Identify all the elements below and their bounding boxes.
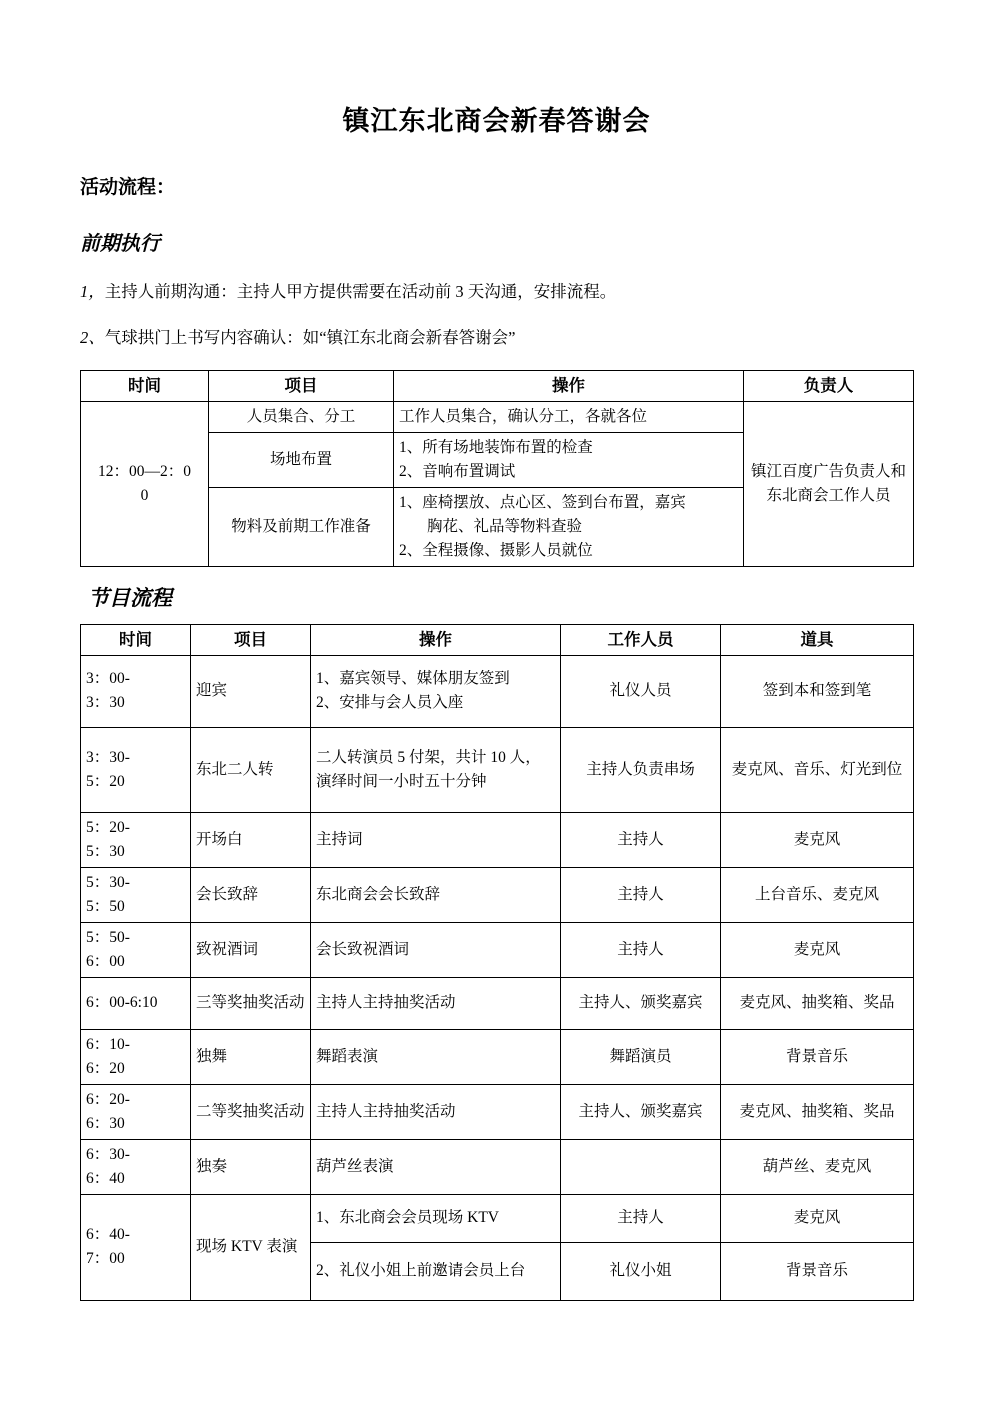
prep-table-header-row — [81, 371, 914, 402]
program-ktv-time-line-1: 6：40- — [86, 1226, 130, 1244]
program-cell-staff: 主持人 — [561, 867, 721, 922]
prep-time-line-2: 0 — [140, 486, 149, 504]
program-header-props: 道具 — [721, 625, 914, 656]
program-table-wrapper — [80, 612, 913, 1301]
prep-header-owner: 负责人 — [744, 371, 914, 402]
program-table — [80, 624, 914, 1301]
program-cell-ops: 主持人主持抽奖活动 — [311, 1084, 561, 1139]
program-cell-staff: 主持人、颁奖嘉宾 — [561, 977, 721, 1029]
prep-cell-ops-1 — [394, 401, 744, 432]
prep-cell-item-3: 物料及前期工作准备 — [209, 487, 394, 566]
program-cell-ops: 主持词 — [311, 812, 561, 867]
program-time-line-1: 5：30- — [86, 873, 130, 891]
program-time-line-1: 6：20- — [86, 1090, 130, 1108]
program-cell-time — [81, 922, 191, 977]
program-cell-time: 6：00-6:10 — [81, 977, 191, 1029]
prep-cell-time — [81, 401, 209, 566]
program-cell-item: 迎宾 — [191, 655, 311, 727]
pre-execution-heading: 前期执行 — [80, 233, 160, 256]
program-cell-staff: 主持人 — [561, 922, 721, 977]
program-cell-staff-ktv-1: 主持人 — [561, 1194, 721, 1242]
pre-execution-item-1-number: 1， — [80, 282, 105, 302]
prep-ops-3-line-3: 2、全程摄像、摄影人员就位 — [399, 541, 593, 559]
pre-execution-item-2-text: 气球拱门上书写内容确认：如“镇江东北商会新春答谢会” — [104, 328, 516, 348]
program-cell-item-ktv: 现场 KTV 表演 — [191, 1194, 311, 1300]
program-cell-item: 独舞 — [191, 1029, 311, 1084]
program-cell-ops — [311, 655, 561, 727]
program-time-line-2: 6：30 — [86, 1114, 125, 1132]
program-cell-ops-ktv-2: 2、礼仪小姐上前邀请会员上台 — [311, 1242, 561, 1300]
program-time-line-2: 6：20 — [86, 1059, 125, 1077]
prep-ops-2-line-1: 1、所有场地装饰布置的检查 — [399, 438, 593, 456]
program-cell-ops: 舞蹈表演 — [311, 1029, 561, 1084]
pre-execution-item-1 — [80, 257, 913, 303]
program-flow-heading: 节目流程 — [88, 585, 172, 610]
prep-header-operation: 操作 — [394, 371, 744, 402]
program-ops-line-1: 1、嘉宾领导、媒体朋友签到 — [316, 670, 510, 688]
table-row — [81, 867, 914, 922]
program-time-line-2: 6：00 — [86, 952, 125, 970]
program-cell-ops: 东北商会会长致辞 — [311, 867, 561, 922]
program-time-line-2: 3：30 — [86, 694, 125, 712]
table-row — [81, 812, 914, 867]
program-table-header-row — [81, 625, 914, 656]
pre-execution-item-1-text: 主持人前期沟通：主持人甲方提供需要在活动前 3 天沟通，安排流程。 — [104, 282, 617, 302]
table-row — [81, 1029, 914, 1084]
program-cell-props: 麦克风 — [721, 922, 914, 977]
program-time-line-2: 5：50 — [86, 897, 125, 915]
prep-cell-ops-3 — [394, 487, 744, 566]
program-cell-item: 致祝酒词 — [191, 922, 311, 977]
program-cell-staff-ktv-2: 礼仪小姐 — [561, 1242, 721, 1300]
activity-flow-label: 活动流程： — [80, 177, 176, 199]
program-cell-staff: 主持人、颁奖嘉宾 — [561, 1084, 721, 1139]
program-cell-ops-ktv-1: 1、东北商会会员现场 KTV — [311, 1194, 561, 1242]
program-cell-props: 签到本和签到笔 — [721, 655, 914, 727]
program-cell-props: 葫芦丝、麦克风 — [721, 1139, 914, 1194]
program-time-line-1: 6：10- — [86, 1035, 130, 1053]
program-cell-props-ktv-1: 麦克风 — [721, 1194, 914, 1242]
pre-execution-item-2 — [80, 303, 913, 349]
prep-ops-1-line-1: 工作人员集合，确认分工，各就各位 — [399, 407, 648, 425]
program-cell-staff: 舞蹈演员 — [561, 1029, 721, 1084]
program-cell-staff: 主持人 — [561, 812, 721, 867]
program-cell-ops: 二人转演员 5 付架，共计 10 人，演绎时间一小时五十分钟 — [311, 727, 561, 812]
program-cell-time — [81, 1029, 191, 1084]
program-cell-item: 东北二人转 — [191, 727, 311, 812]
program-time-line-1: 5：20- — [86, 818, 130, 836]
prep-header-time: 时间 — [81, 371, 209, 402]
program-ops-line-2: 2、安排与会人员入座 — [316, 694, 464, 712]
program-header-time: 时间 — [81, 625, 191, 656]
program-cell-props: 麦克风、抽奖箱、奖品 — [721, 1084, 914, 1139]
pre-execution-item-2-number: 2、 — [80, 328, 105, 348]
program-header-operation: 操作 — [311, 625, 561, 656]
program-cell-time — [81, 867, 191, 922]
table-row — [81, 655, 914, 727]
table-row — [81, 1194, 914, 1242]
prep-header-item: 项目 — [209, 371, 394, 402]
prep-cell-item-1: 人员集合、分工 — [209, 401, 394, 432]
program-cell-props: 麦克风 — [721, 812, 914, 867]
prep-cell-item-2: 场地布置 — [209, 432, 394, 487]
prep-time-line-1: 12：00—2：0 — [97, 462, 191, 480]
prep-cell-owner: 镇江百度广告负责人和东北商会工作人员 — [744, 401, 914, 566]
program-cell-props-ktv-2: 背景音乐 — [721, 1242, 914, 1300]
prep-ops-3-line-2: 胸花、礼品等物料查验 — [427, 517, 583, 535]
program-time-line-1: 5：50- — [86, 928, 130, 946]
program-ktv-time-line-2: 7：00 — [86, 1250, 125, 1268]
prep-ops-2-line-2: 2、音响布置调试 — [399, 462, 516, 480]
program-cell-staff: 主持人负责串场 — [561, 727, 721, 812]
program-time-line-2: 5：30 — [86, 842, 125, 860]
program-cell-item: 三等奖抽奖活动 — [191, 977, 311, 1029]
program-cell-staff — [561, 1139, 721, 1194]
program-cell-item: 开场白 — [191, 812, 311, 867]
table-row — [81, 1084, 914, 1139]
prep-ops-3-line-1: 1、座椅摆放、点心区、签到台布置，嘉宾 — [399, 493, 686, 511]
program-cell-time — [81, 1139, 191, 1194]
program-cell-item: 独奏 — [191, 1139, 311, 1194]
program-cell-props: 麦克风、音乐、灯光到位 — [721, 727, 914, 812]
program-cell-ops: 葫芦丝表演 — [311, 1139, 561, 1194]
program-cell-item: 会长致辞 — [191, 867, 311, 922]
prep-table — [80, 370, 914, 567]
program-cell-props: 上台音乐、麦克风 — [721, 867, 914, 922]
program-cell-time — [81, 655, 191, 727]
program-time-line-1: 6：30- — [86, 1145, 130, 1163]
program-time-line-1: 3：30- — [86, 748, 130, 766]
page-title: 镇江东北商会新春答谢会 — [342, 106, 651, 136]
program-header-item: 项目 — [191, 625, 311, 656]
program-time-line-1: 3：00- — [86, 670, 130, 688]
table-row — [81, 401, 914, 432]
table-row — [81, 727, 914, 812]
prep-cell-ops-2 — [394, 432, 744, 487]
program-time-line-2: 6：40 — [86, 1169, 125, 1187]
table-row — [81, 922, 914, 977]
program-cell-time-ktv — [81, 1194, 191, 1300]
program-header-staff: 工作人员 — [561, 625, 721, 656]
program-cell-staff: 礼仪人员 — [561, 655, 721, 727]
program-cell-time — [81, 727, 191, 812]
program-cell-time — [81, 812, 191, 867]
table-row — [81, 1139, 914, 1194]
program-cell-ops: 主持人主持抽奖活动 — [311, 977, 561, 1029]
prep-table-wrapper — [80, 349, 913, 567]
program-time-line-2: 5：20 — [86, 772, 125, 790]
program-cell-ops: 会长致祝酒词 — [311, 922, 561, 977]
program-cell-props: 背景音乐 — [721, 1029, 914, 1084]
program-cell-props: 麦克风、抽奖箱、奖品 — [721, 977, 914, 1029]
program-cell-time — [81, 1084, 191, 1139]
table-row — [81, 977, 914, 1029]
program-cell-item: 二等奖抽奖活动 — [191, 1084, 311, 1139]
